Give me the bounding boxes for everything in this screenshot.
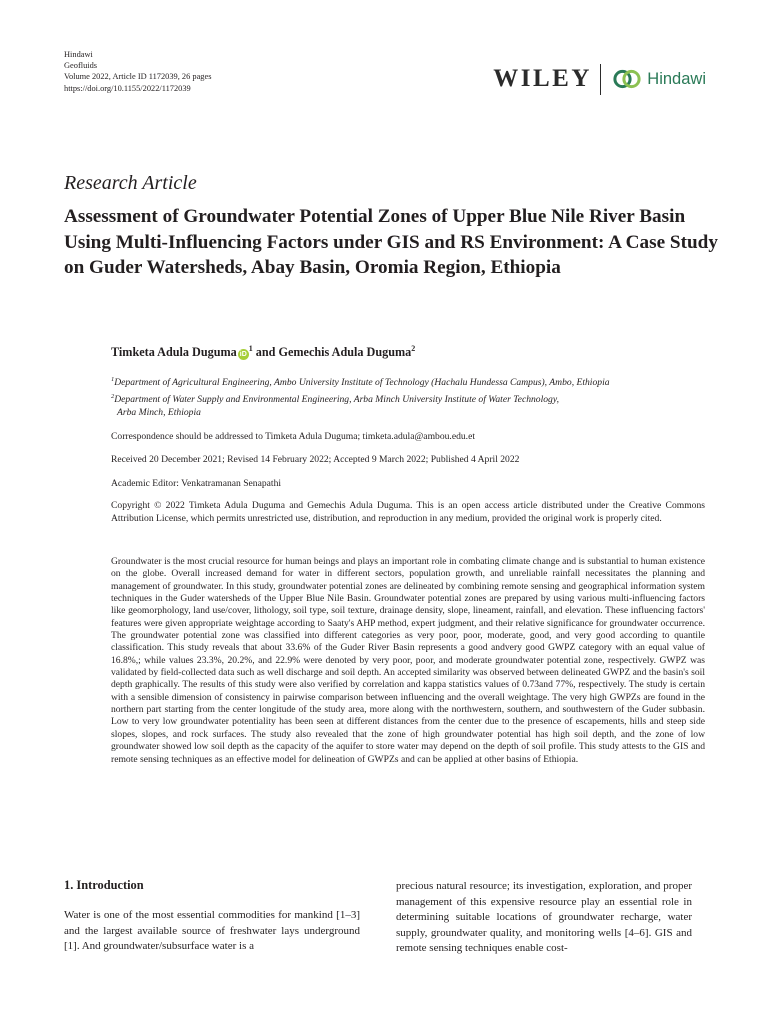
affiliation-text: Department of Agricultural Engineering, Ambo University Institute of Technology (Hachalu Hundessa Campus), Ambo, Ethiopia xyxy=(114,377,610,389)
body-text-left-column: Water is one of the most essential commodities for mankind [1–3] and the largest available source of freshwater lays underground [1]. And groundwater/subsurface water is a xyxy=(64,909,360,952)
abstract: Groundwater is the most crucial resource for human beings and plays an important role in combating climate change and is substantial to human existence on the globe. Overall increased demand for water in different sectors, population growth, and unreliable rainfall necessitates the planning and management of groundwater. In this study, groundwater potential zones are delineated by combining remote sensing and geographical information system techniques in the Guder watersheds of the Upper Blue Nile Basin. Groundwater potential zones are prepared by using various multi-influencing factors like geomorphology, land use/cover, lithology, soil type, soil texture, drainage density, slope, lineament, rainfall, and elevation. These influencing factors' features were given appropriate weightage according to Saaty's AHP method, expert judgment, and their relative significance for groundwater occurrence. The groundwater potential zone was classified into different categories as very poor, poor, moderate, good, and very good according to quantile classification. This study reveals that about 33.6% of the Guder River Basin represents a good andvery good GWPZ category with an equal value of 16.8%,; while values 23.3%, 20.2%, and 22.9% were denoted by very poor, poor, and moderate groundwater potential zone, respectively. GWPZ was validated by field-collected data such as well discharge and soil depth. An accepted similarity was observed between delineated GWPZ and the basin's soil depth graphically. The results of this study were also verified by correlation and kappa statistics values of 0.73and 77%, respectively. The study is certain with a sensible dimension of consistency in pairwise comparison between influencing and the overall weightage. The very high GWPZs are found in the northern part starting from the center longitude of the study area, more along with the northwestern, southern, and southwestern of the Guder subbasin. Low to very low groundwater potentiality has been seen at different distances from the center due to the presence of escapements, hills and steep side slopes, slopes, and rock surfaces. The study also revealed that the zone of high groundwater potential has high soil depth, and the zone of low groundwater showed low soil depth as the capacity of the aquifer to store water may depend on the depth of soil profile. This study attests to the GIS and remote sensing techniques as an effective model for delineation of GWPZs and can be applied at other basins of Ethiopia. xyxy=(111,556,705,765)
volume-line: Volume 2022, Article ID 1172039, 26 pages xyxy=(64,72,212,82)
hindawi-wordmark: Hindawi xyxy=(647,69,706,88)
affiliation-line xyxy=(111,373,610,390)
author-connector: and xyxy=(252,345,279,360)
affiliation-number: 2 xyxy=(111,392,115,400)
article-type: Research Article xyxy=(64,172,197,194)
copyright-notice: Copyright © 2022 Timketa Adula Duguma and Gemechis Adula Duguma. This is an open access article distributed under the Creative Commons Attribution License, which permits unrestricted use, distribution, and reproduction in any medium, provided the original work is properly cited. xyxy=(111,500,705,524)
affiliation-number: 1 xyxy=(111,376,115,383)
author-list xyxy=(111,344,415,360)
affiliation-line xyxy=(111,390,610,407)
hindawi-logo-icon xyxy=(612,68,642,90)
journal-meta xyxy=(64,49,211,94)
affiliations xyxy=(111,373,610,420)
journal-name: Geofluids xyxy=(64,61,98,71)
body-text-right-column: precious natural resource; its investigation, exploration, and proper management of this expensive resource play an essential role in determining suitable locations of groundwater recharge, water supply, groundwater quality, and monitoring wells [4–6]. GIS and remote sensing techniques enable cost- xyxy=(396,880,692,954)
article-dates: Received 20 December 2021; Revised 14 February 2022; Accepted 9 March 2022; Published 4 April 2022 xyxy=(111,454,520,465)
academic-editor: Academic Editor: Venkatramanan Senapathi xyxy=(111,478,282,489)
publisher-name: Hindawi xyxy=(64,50,93,59)
affiliation-text: Department of Water Supply and Environmental Engineering, Arba Minch University Institute of Water Technology, xyxy=(114,393,559,405)
section-heading: 1. Introduction xyxy=(64,878,144,892)
affiliation-marker: 1 xyxy=(248,344,253,353)
wiley-logo: WILEY xyxy=(493,65,592,92)
logo-divider xyxy=(600,64,601,95)
affiliation-marker: 2 xyxy=(411,344,416,353)
article-title: Assessment of Groundwater Potential Zones of Upper Blue Nile River Basin Using Multi-Influencing Factors under GIS and RS Environment: A Case Study on Guder Watersheds, Abay Basin, Oromia Region, Ethiopia xyxy=(64,206,718,278)
author-name[interactable]: Gemechis Adula Duguma xyxy=(278,345,412,360)
orcid-icon[interactable]: iD xyxy=(239,351,247,359)
author-name[interactable]: Timketa Adula Duguma xyxy=(111,345,237,360)
correspondence: Correspondence should be addressed to Timketa Adula Duguma; timketa.adula@ambou.edu.et xyxy=(111,431,475,442)
affiliation-line: Arba Minch, Ethiopia xyxy=(117,407,201,419)
doi-link[interactable]: https://doi.org/10.1155/2022/1172039 xyxy=(64,83,191,93)
publisher-logos xyxy=(493,62,706,96)
